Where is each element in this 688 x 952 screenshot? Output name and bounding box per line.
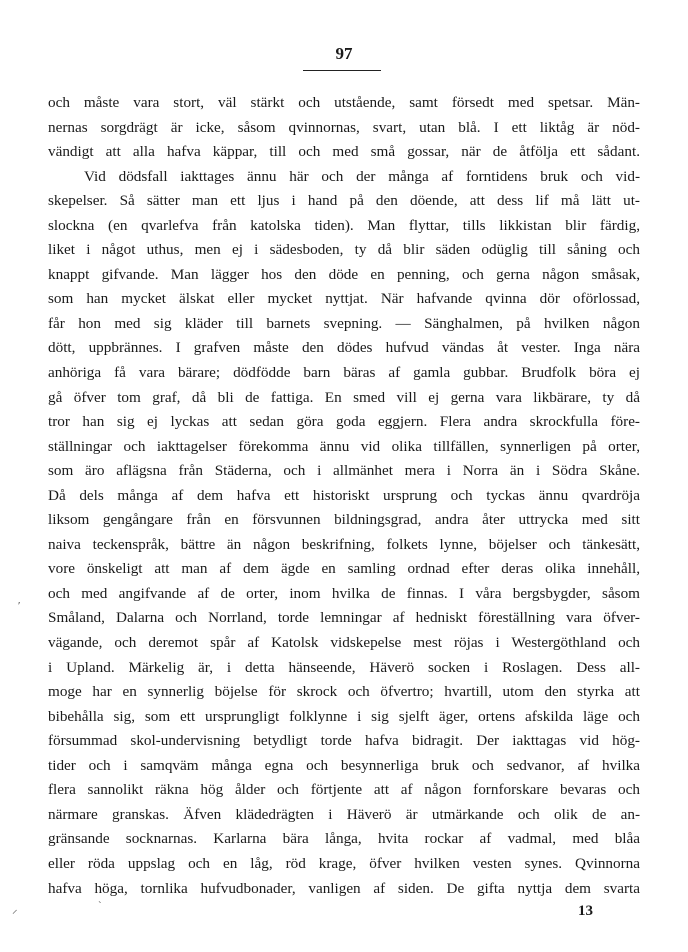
text-line: knappt gifvande. Man lägger hos den döde en penning, och gerna någon småsak, (48, 265, 640, 283)
text-line: gränsande socknarnas. Karlarna bära långa, hvita rockar af vadmal, med blåa (48, 830, 640, 848)
text-line: flera sannolikt räkna hög ålder och förtjente att af någon fornforskare bevaras och (48, 781, 640, 799)
text-line: nernas sorgdrägt är icke, såsom qvinnornas, svart, utan blå. I ett liktåg är nöd- (48, 118, 640, 136)
text-line: tider och i samqväm många egna och besynnerliga bruk och sedvanor, af hvilka (48, 756, 640, 774)
text-line: som äro aflägsna från Städerna, och i allmänhet mera i Norra än i Södra Skåne. (48, 462, 640, 480)
text-line: vägande, och deremot spår af Katolsk vidskepelse mest röjas i Westergöthland och (48, 634, 640, 652)
text-line: som han mycket älskat eller mycket nyttjat. När hafvande qvinna dör oförlossad, (48, 290, 640, 308)
signature-mark: 13 (578, 903, 593, 919)
text-line: och med angifvande af de orter, inom hvilka de finnas. I våra bergsbygder, såsom (48, 584, 640, 602)
text-line: skepelser. Så sätter man ett ljus i hand på den döende, att dess lif må lätt ut- (48, 192, 640, 210)
body-text (48, 91, 640, 901)
text-line: vore önskeligt att man af dem ägde en samling ordnad efter deras olika innehåll, (48, 560, 640, 578)
text-line: tror han sig ej lyckas att sedan göra goda eggjern. Flera andra skrockfulla före- (48, 413, 640, 431)
text-line: eller röda uppslag och en låg, röd krage, öfver hvilken vesten synes. Qvinnorna (48, 854, 640, 872)
text-line: anhöriga få vara bärare; dödfödde barn bäras af gamla gubbar. Brudfolk böra ej (48, 364, 640, 382)
stray-mark: ⸝ (12, 904, 18, 916)
text-line: får hon med sig kläder till barnets svepning. — Sänghalmen, på hvilken någon (48, 314, 640, 332)
text-line: Småland, Dalarna och Norrland, torde lemningar af hedniskt föreställning vara öfver- (48, 609, 640, 627)
text-line: i Upland. Märkelig är, i detta hänseende, Häverö socken i Roslagen. Dess all- (48, 658, 640, 676)
text-line: bibehålla sig, som ett ursprungligt folklynne i sig sjelft äger, ortens afskilda läge och (48, 707, 640, 725)
text-line: dött, uppbrännes. I grafven måste den dödes hufvud vändas åt vester. Inga nära (48, 339, 640, 357)
text-line: närmare granskas. Äfven klädedrägten i Häverö är utmärkande och olik de an- (48, 805, 640, 823)
page-number: 97 (335, 44, 353, 63)
text-line: ställningar och iakttagelser förekomma ännu vid olika tillfällen, synnerligen på orter, (48, 437, 640, 455)
text-line: moge har en synnerlig böjelse för skrock och öfvertro; hvartill, utom den styrka att (48, 683, 640, 701)
header-rule (303, 70, 381, 71)
stray-mark: ʹ (18, 600, 21, 612)
text-line: liksom gengångare från en försvunnen bildningsgrad, andra åter uttrycka med sitt (48, 511, 640, 529)
text-line: naiva teckenspråk, bättre än någon beskrifning, folkets lynne, böjelser och tänkesätt, (48, 535, 640, 553)
text-line: hafva höga, tornlika hufvudbonader, vanligen af siden. De gifta nyttja dem svarta (48, 879, 640, 897)
text-line: slockna (en qvarlefva från katolska tiden). Man flyttar, tills likkistan blir färdig, (48, 216, 640, 234)
text-line: och måste vara stort, väl stärkt och utstående, samt försedt med spetsar. Män- (48, 94, 640, 111)
stray-mark: ˋ (98, 900, 102, 912)
text-line: liket i något uthus, men ej i sädesboden, ty då blir säden odüglig till såning och (48, 241, 640, 259)
text-line: Då dels många af dem hafva ett historiskt ursprung och tyckas ännu qvardröja (48, 486, 640, 504)
text-line: gå öfver tom graf, då bli de fattiga. En smed vill ej gerna vara likbärare, ty då (48, 388, 640, 406)
text-line: vändigt att alla hafva käppar, till och med små gossar, när de åtfölja ett sådant. (48, 143, 640, 161)
text-line: försummad skol-undervisning betydligt torde hafva bidragit. Der iakttagas vid hög- (48, 732, 640, 750)
paragraph-start-line: Vid dödsfall iakttages ännu här och der många af forntidens bruk och vid- (84, 167, 640, 185)
